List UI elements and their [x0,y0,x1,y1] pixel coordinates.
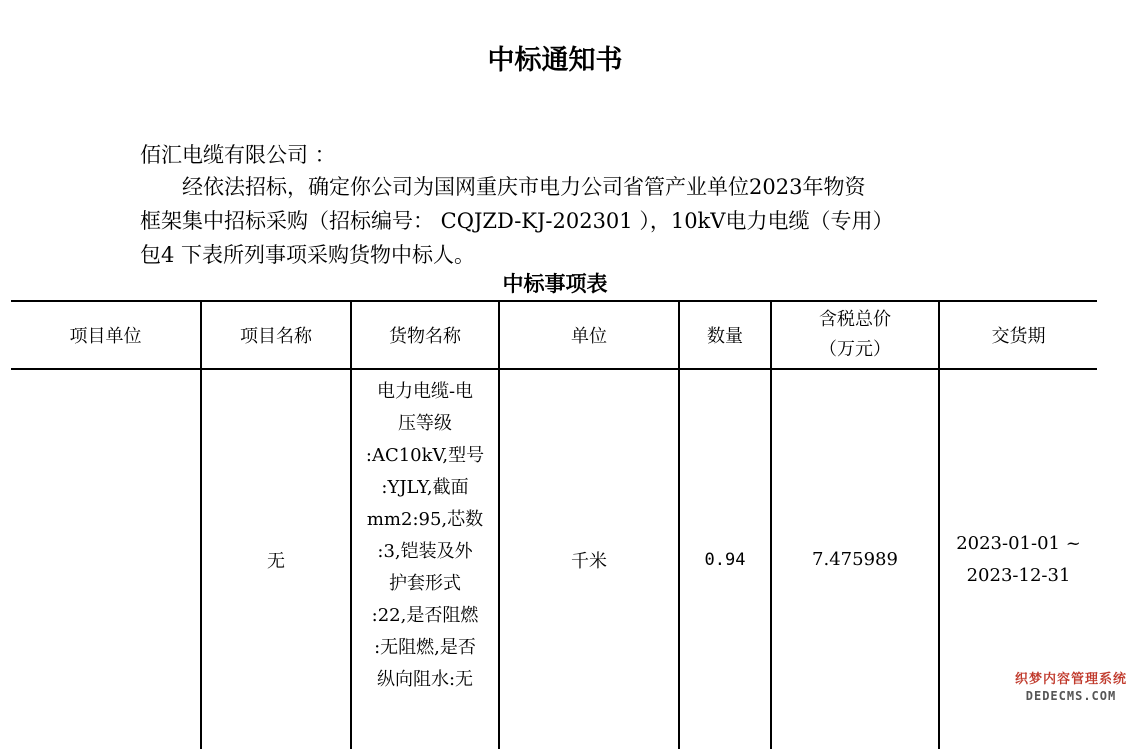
header-project-name: 项目名称 [201,301,351,369]
recipient-line [140,138,1020,172]
header-delivery: 交货期 [939,301,1097,369]
body-line: 包4 下表所列事项采购货物中标人。 [140,243,476,267]
header-unit: 单位 [499,301,679,369]
body-line: 经依法招标，确定你公司为国网重庆市电力公司省管产业单位2023年物资 [182,175,866,199]
cell-project-name: 无 [201,369,351,749]
watermark-domain: DEDECMS.COM [1025,689,1117,703]
delivery-start: 2023-01-01 ~ [956,532,1081,554]
cell-goods-name [351,369,499,749]
header-unit-org: 项目单位 [11,301,201,369]
document-title: 中标通知书 [487,45,623,76]
table-caption: 中标事项表 [502,272,608,296]
goods-line: 纵向阻水:无 [376,668,474,690]
goods-line: :22,是否阻燃 [371,604,479,626]
cell-price: 7.475989 [771,369,939,749]
goods-line: 压等级 [398,412,452,434]
goods-line: 护套形式 [389,572,461,594]
header-price-unit: （万元） [819,339,891,360]
body-line: 框架集中招标采购（招标编号： CQJZD-KJ-202301 ），10kV电力电缆（专用） [140,209,894,233]
header-goods-name: 货物名称 [351,301,499,369]
header-price [771,301,939,369]
notice-body [140,170,1020,272]
goods-line: :YJLY,截面 [381,476,469,498]
watermark-text: 织梦内容管理系统 [1014,672,1127,687]
table-header-row [11,301,1097,369]
cell-unit: 千米 [499,369,679,749]
cell-quantity: 0.94 [679,369,771,749]
goods-line: 电力电缆-电 [376,380,474,402]
watermark-logo [1015,672,1127,704]
recipient-name: 佰汇电缆有限公司 ： [140,143,336,167]
cell-unit-org [11,369,201,749]
goods-line: :3,铠装及外 [377,540,473,562]
delivery-end: 2023-12-31 [966,564,1071,586]
goods-line: mm2:95,芯数 [366,508,484,530]
goods-line: :AC10kV,型号 [365,444,485,466]
goods-description [352,376,498,696]
header-price-label: 含税总价 [819,309,891,330]
award-items-table [11,300,1097,749]
header-quantity: 数量 [679,301,771,369]
goods-line: :无阻燃,是否 [374,636,476,658]
table-row [11,369,1097,749]
